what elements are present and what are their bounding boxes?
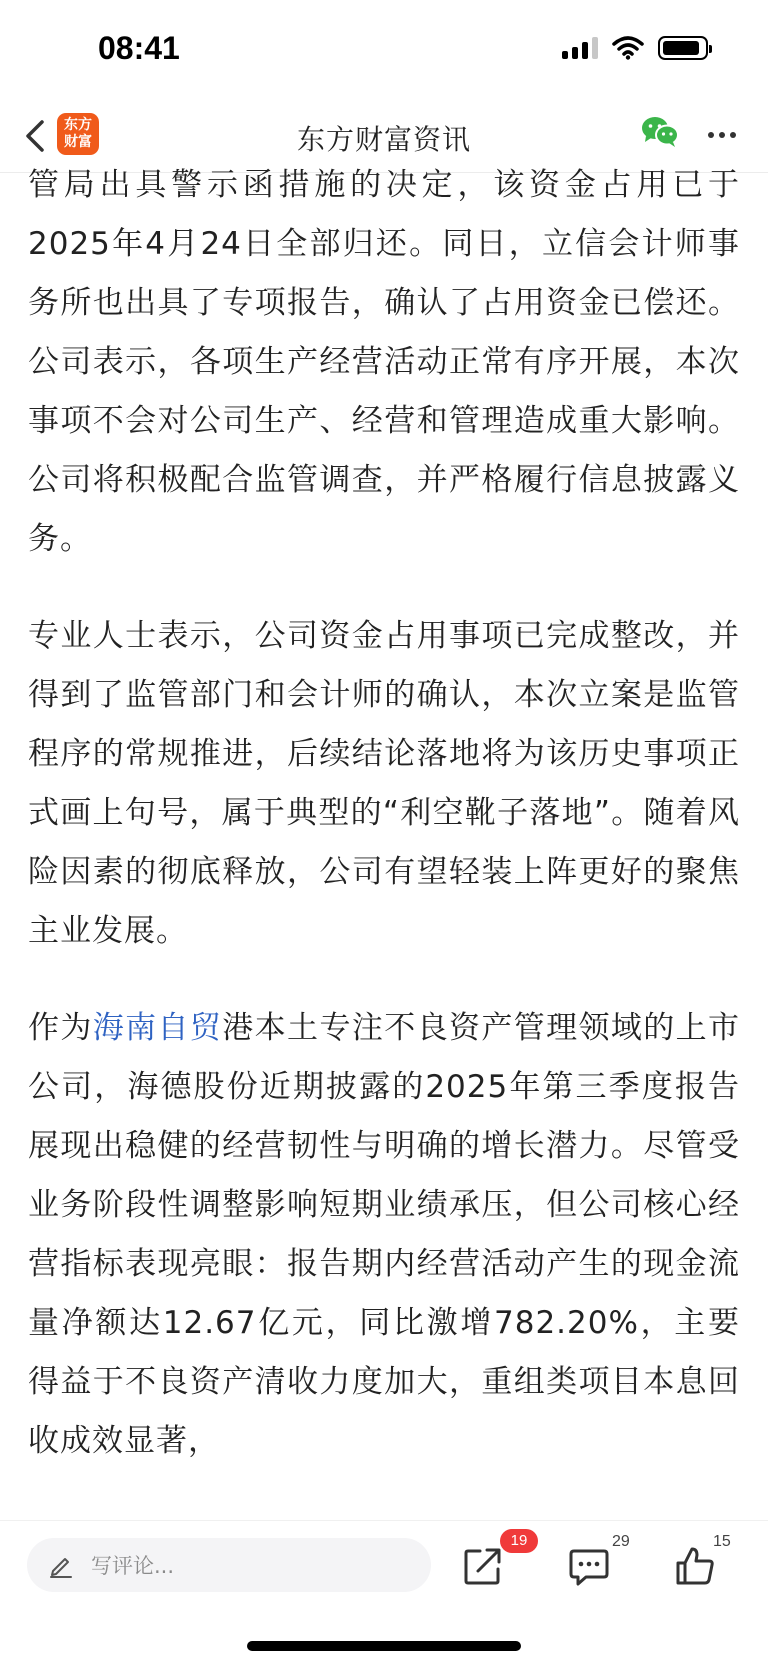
share-count-badge: 19	[500, 1529, 538, 1553]
page-title: 东方财富资讯	[296, 123, 471, 156]
battery-icon	[658, 36, 708, 60]
like-count: 15	[713, 1533, 731, 1550]
article-paragraph-3	[28, 999, 740, 1471]
paragraph-3-body: 港本土专注不良资产管理领域的上市公司，海德股份近期披露的2025年第三季度报告展现出稳健的经营韧性与明确的增长潜力。尽管受业务阶段性调整影响短期业绩承压，但公司核心经营指标表现亮眼：报告期内经营活动产生的现金流量净额达12.67亿元，同比激增782.20%，主要得益于不良资产清收力度加大，重组类项目本息回收成效显著，	[28, 1010, 740, 1459]
home-indicator[interactable]	[247, 1641, 521, 1651]
status-icons	[562, 36, 708, 60]
status-bar	[0, 0, 768, 100]
wechat-share-icon[interactable]	[640, 115, 680, 149]
logo-line-2: 财富	[64, 134, 92, 150]
comment-placeholder: 写评论...	[91, 1554, 175, 1578]
pen-icon	[47, 1551, 75, 1579]
bottom-toolbar	[0, 1520, 768, 1611]
stock-concept-link[interactable]: 海南自贸	[92, 1010, 223, 1046]
comment-input[interactable]	[27, 1538, 431, 1592]
article-body	[28, 154, 740, 1519]
article-paragraph-2: 专业人士表示，公司资金占用事项已完成整改，并得到了监管部门和会计师的确认，本次立案是监管程序的常规推进，后续结论落地将为该历史事项正式画上句号，属于典型的“利空靴子落地”。随着风险因素的彻底释放，公司有望轻装上阵更好的聚焦主业发展。	[28, 618, 740, 949]
logo-line-1: 东方	[64, 117, 92, 133]
wifi-icon	[612, 36, 644, 60]
comments-button[interactable]	[566, 1543, 612, 1589]
cellular-signal-icon	[562, 37, 598, 59]
paragraph-3-lead: 作为	[28, 1010, 93, 1046]
status-time: 08:41	[98, 30, 180, 66]
share-button[interactable]	[460, 1543, 506, 1589]
more-options-icon[interactable]	[702, 120, 742, 150]
like-button[interactable]	[672, 1543, 718, 1589]
battery-level	[663, 41, 699, 55]
article-paragraph-1: 管局出具警示函措施的决定，该资金占用已于2025年4月24日全部归还。同日，立信会计师事务所也出具了专项报告，确认了占用资金已偿还。公司表示，各项生产经营活动正常有序开展，本次事项不会对公司生产、经营和管理造成重大影响。公司将积极配合监管调查，并严格履行信息披露义务。	[28, 167, 740, 557]
comment-count: 29	[612, 1533, 630, 1550]
